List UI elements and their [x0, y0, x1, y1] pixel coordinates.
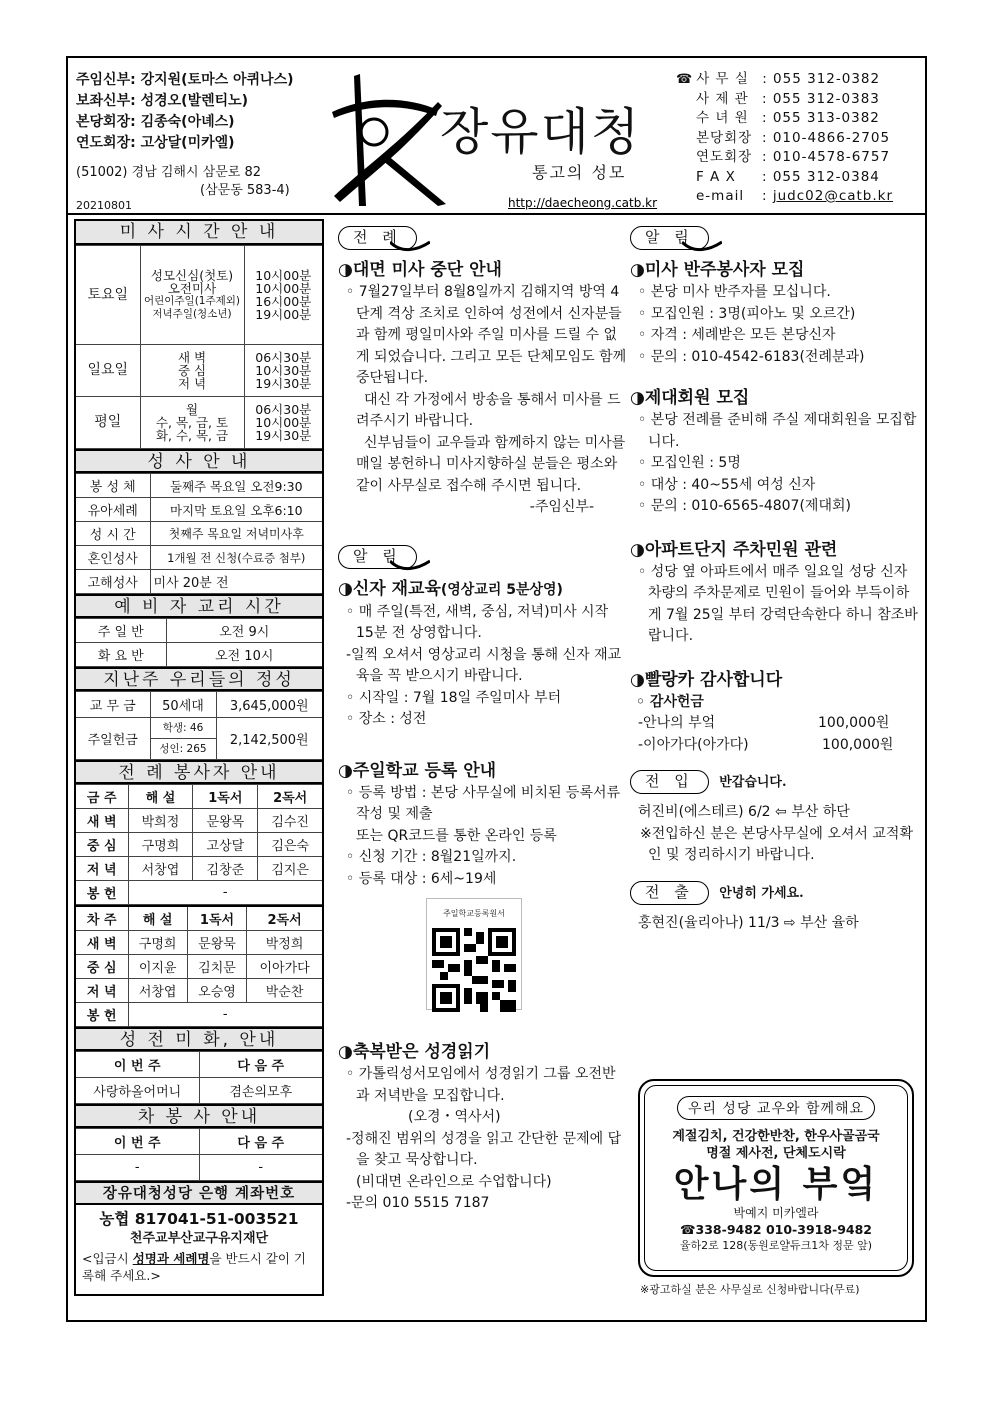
table-row: 화 요 반 오전 10시: [76, 643, 322, 667]
bank-heading: 장유대청성당 은행 계좌번호: [76, 1181, 322, 1205]
tag-move-in: 전 입: [630, 770, 709, 794]
article-paragraph: -정해진 범위의 성경을 읽고 간단한 문제에 답을 찾고 묵상합니다.: [346, 1130, 622, 1168]
article-title: ◑대면 미사 중단 안내: [338, 260, 502, 280]
article-paragraph: (비대면 온라인으로 수업합니다): [356, 1173, 552, 1190]
article-subtitle: ◦ 감사헌금: [636, 693, 704, 710]
tag-notice: 알 림: [338, 545, 417, 569]
table-row: 혼인성사 1개월 전 신청(수료증 첨부): [76, 546, 322, 570]
article-paragraph: 대신 각 가정에서 방송을 통해서 미사를 드려주시기 바랍니다.: [356, 391, 621, 429]
right-column: [630, 226, 920, 934]
sacrament-table: [76, 473, 322, 594]
article-paragraph: 또는 QR코드를 통한 온라인 등록: [356, 827, 557, 844]
flower-table: [76, 1051, 322, 1104]
article-line: ◦ 모집인원 : 5명: [638, 455, 741, 471]
table-row: 새 벽 구명희 문왕묵 박정희: [76, 930, 322, 954]
middle-column: [338, 226, 628, 1215]
article-paragraph: ◦ 가톨릭성서모임에서 성경읽기 그룹 오전반과 저녁반을 모집합니다.: [346, 1066, 616, 1104]
contact-row: 수 녀 원 : 055 313-0382: [696, 110, 880, 126]
article-paragraph: ◦ 시작일 : 7월 18일 주일미사 부터: [346, 689, 562, 706]
greeting-handwriting: 반갑습니다.: [719, 775, 787, 791]
contact-row: 연도회장 : 010-4578-6757: [696, 149, 891, 165]
article-title: ◑주일학교 등록 안내: [338, 760, 497, 781]
liturgy-table-this-week: [76, 784, 322, 905]
ad-banner: 우리 성당 교우와 함께해요: [677, 1096, 875, 1120]
table-row: 교 무 금 50세대 3,645,000원: [76, 692, 322, 718]
tag-swoosh-icon: [390, 559, 430, 573]
table-row: 저 녁 서창엽 오승영 박순찬: [76, 978, 322, 1002]
donation-row: -이아가다(아가다) 100,000원: [638, 736, 894, 753]
account-holder: 천주교부산교구유지재단: [129, 1230, 269, 1246]
table-row: 봉 헌 -: [76, 881, 322, 905]
article-paragraph: ◦ 7월27일부터 8월8일까지 김해지역 방역 4단계 격상 조치로 인하여 성전에서 신자분들과 함께 평일미사와 주일 미사를 드릴 수 없게 되었습니다. 그리고 모든 단체모임도 함께 중단됩니다.: [346, 284, 627, 386]
table-row: 유아세례 마지막 토요일 오후6:10: [76, 498, 322, 522]
tag-swoosh-icon: [390, 240, 430, 254]
bulletin-subtitle: 통고의 성모: [532, 163, 627, 182]
deposit-note: <입금시 성명과 세례명을 반드시 같이 기록해 주세요.>: [82, 1250, 306, 1283]
table-row: 봉 성 체 둘째주 목요일 오전9:30: [76, 474, 322, 498]
phone-icon: ☎: [676, 72, 694, 87]
table-row: 이 번 주 다 음 주: [76, 1051, 322, 1077]
tea-heading: 차 봉 사 안내: [76, 1104, 322, 1128]
contact-row: 사 제 관 : 055 312-0383: [696, 90, 880, 107]
flower-heading: 성 전 미 화, 안내: [76, 1027, 322, 1051]
clergy-row: 연도회장: 고상달(미카엘): [76, 135, 235, 151]
issue-date: 20210801: [76, 199, 132, 212]
article-line: ◦ 대상 : 40~55세 여성 신자: [638, 476, 816, 493]
table-row: 이 번 주 다 음 주: [76, 1128, 322, 1154]
article-paragraph: ◦ 등록 방법 : 본당 사무실에 비치된 등록서류 작성 및 제출: [346, 784, 621, 822]
liturgy-heading: 전 례 봉사자 안내: [76, 760, 322, 784]
section-tag: [630, 881, 920, 909]
article-title: ◑아파트단지 주차민원 관련: [630, 539, 838, 560]
section-tag: [630, 770, 920, 798]
article-paragraph: 신부님들이 교우들과 함께하지 않는 미사를 매일 봉헌하니 미사지향하실 분들은 평소와 같이 사무실로 접수해 주시면 됩니다.: [356, 434, 626, 494]
article-paragraph: ◦ 성당 옆 아파트에서 매주 일요일 성당 신자차량의 주차문제로 민원이 들어와 부득이하게 7월 25일 부터 강력단속한다 하니 참조바랍니다.: [638, 563, 918, 644]
qr-code-card[interactable]: [426, 898, 522, 1010]
clergy-row: 본당회장: 김종숙(아녜스): [76, 114, 235, 130]
offering-heading: 지난주 우리들의 정성: [76, 667, 322, 691]
clergy-row: 보좌신부: 성경오(발렌티노): [76, 93, 249, 109]
account-number: 농협 817041-51-003521: [99, 1209, 299, 1228]
mass-times-table: [76, 245, 322, 449]
article-line: ◦ 자격 : 세례받은 모든 본당신자: [638, 327, 836, 343]
table-row: 토요일 성모신심(첫토) 오전미사 어린이주일(1주제외) 저녁주일(청소년) 10시00분 10시00분 16시00분 19시00분: [76, 246, 322, 345]
article-paragraph: ◦ 등록 대상 : 6세~19세: [346, 870, 497, 887]
article-title: ◑제대회원 모집: [630, 388, 750, 408]
table-row: 주일헌금 학생: 46 성인: 265 2,142,500원: [76, 718, 322, 760]
mass-times-heading: 미 사 시 간 안 내: [76, 221, 322, 245]
tag-notice: 알 림: [630, 226, 709, 250]
table-row: 중 심 구명희 고상달 김은숙: [76, 833, 322, 857]
ad-products: 계절김치, 건강한반찬, 한우사골곰국: [672, 1129, 880, 1144]
tag-move-out: 전 출: [630, 881, 709, 905]
table-row: 사랑하올어머니 겸손의모후: [76, 1077, 322, 1103]
donation-row: -안나의 부엌 100,000원: [638, 715, 890, 731]
church-address: (51002) 경남 김해시 삼문로 82 (삼문동 583-4): [76, 165, 290, 198]
article-line: ◦ 문의 : 010-6565-4807(제대회): [638, 498, 851, 514]
article-paragraph: -일찍 오셔서 영상교리 시청을 통해 신자 재교육을 꼭 받으시기 바랍니다.: [346, 646, 622, 684]
contact-row: e-mail : judc02@catb.kr: [696, 188, 894, 204]
table-row: 중 심 이지윤 김치문 이아가다: [76, 954, 322, 978]
ad-brand: 안나의 부엌: [673, 1163, 879, 1205]
table-row: 주 일 반 오전 9시: [76, 619, 322, 643]
article-paragraph: (오경・역사서): [408, 1109, 501, 1125]
article-title: ◑신자 재교육(영상교리 5분상영): [338, 578, 563, 599]
table-row: 일요일 새 벽 중 심 저 녁 06시30분 10시30분 19시30분: [76, 345, 322, 397]
tag-liturgy: 전 례: [338, 226, 417, 250]
table-row: 금 주 해 설 1독서 2독서: [76, 785, 322, 809]
article-line: ◦ 문의 : 010-4542-6183(전례분과): [638, 348, 865, 365]
bank-account: [76, 1205, 322, 1284]
tag-swoosh-icon: [682, 240, 722, 254]
article-title: ◑빨랑카 감사합니다: [630, 669, 783, 690]
table-row: 평일 월 수, 목, 금, 토 화, 수, 목, 금 06시30분 10시00분 19시30분: [76, 397, 322, 449]
ad-address: 율하2로 128(동원로얄듀크1차 정문 앞): [679, 1239, 873, 1252]
table-row: - -: [76, 1154, 322, 1180]
table-row: 봉 헌 -: [76, 1002, 322, 1026]
advertisement-box: [638, 1079, 914, 1277]
article-title: ◑미사 반주봉사자 모집: [630, 260, 805, 280]
article-signature: -주임신부-: [529, 499, 594, 515]
section-tag: [338, 545, 628, 573]
article-line: ◦ 본당 미사 반주자를 모십니다.: [638, 284, 831, 300]
ad-owner: 박예지 미카엘라: [733, 1206, 819, 1220]
catechumen-heading: 예 비 자 교리 시간: [76, 594, 322, 618]
ad-products: 명절 제사전, 단체도시락: [706, 1146, 846, 1161]
contact-row: ☎ 사 무 실 : 055 312-0382: [676, 71, 881, 87]
ad-phone: ☎338-9482 010-3918-9482: [679, 1222, 873, 1237]
qr-code-icon: [432, 928, 516, 1012]
section-tag: [338, 226, 628, 254]
email-link[interactable]: judc02@catb.kr: [772, 188, 894, 204]
article-title: ◑축복받은 성경읽기: [338, 1042, 491, 1062]
qr-caption: 주일학교등록원서: [443, 909, 505, 918]
bulletin-title: 장유대청: [440, 103, 642, 161]
article-paragraph: ◦ 매 주일(특전, 새벽, 중심, 저녁)미사 시작 15분 전 상영합니다.: [346, 603, 609, 641]
ad-note: ※광고하실 분은 사무실로 신청바랍니다(무료): [640, 1283, 860, 1296]
section-tag: [630, 226, 920, 254]
article-paragraph: ◦ 신청 기간 : 8월21일까지.: [346, 849, 517, 865]
tea-table: [76, 1128, 322, 1181]
farewell-handwriting: 안녕히 가세요.: [719, 885, 804, 901]
article-paragraph: -문의 010 5515 7187: [346, 1195, 490, 1211]
article-paragraph: ◦ 장소 : 성전: [346, 711, 427, 727]
move-out-line: 홍현진(율리아나) 11/3 ⇨ 부산 율하: [638, 914, 859, 931]
clergy-list: [76, 70, 336, 154]
table-row: 고해성사 미사 20분 전: [76, 570, 322, 594]
move-in-note: ※전입하신 분은 본당사무실에 오셔서 교적확인 및 정리하시기 바랍니다.: [640, 825, 913, 863]
article-line: ◦ 본당 전례를 준비해 주실 제대회원을 모집합니다.: [638, 412, 917, 450]
liturgy-table-next-week: [76, 905, 322, 1027]
table-row: 저 녁 서창엽 김창준 김지은: [76, 857, 322, 881]
info-sidebar: [74, 219, 324, 1296]
clergy-row: 주임신부: 강지원(토마스 아퀴나스): [76, 72, 294, 88]
article-line: ◦ 모집인원 : 3명(피아노 및 오르간): [638, 305, 856, 322]
advertisement-inner: [644, 1085, 908, 1271]
move-in-line: 허진비(에스테르) 6/2 ⇦ 부산 하단: [638, 804, 850, 820]
offering-table: [76, 691, 322, 760]
cross-logo-icon: [326, 66, 456, 206]
catechumen-table: [76, 618, 322, 667]
website-link[interactable]: http://daecheong.catb.kr: [508, 196, 658, 210]
contact-row: 본당회장 : 010-4866-2705: [696, 129, 891, 146]
contact-list: [676, 70, 926, 207]
contact-row: F A X : 055 312-0384: [696, 168, 880, 185]
table-row: 성 시 간 첫째주 목요일 저녁미사후: [76, 522, 322, 546]
table-row: 차 주 해 설 1독서 2독서: [76, 906, 322, 930]
sacrament-heading: 성 사 안 내: [76, 449, 322, 473]
table-row: 새 벽 박희정 문왕목 김수진: [76, 809, 322, 833]
header-divider: [66, 213, 927, 215]
